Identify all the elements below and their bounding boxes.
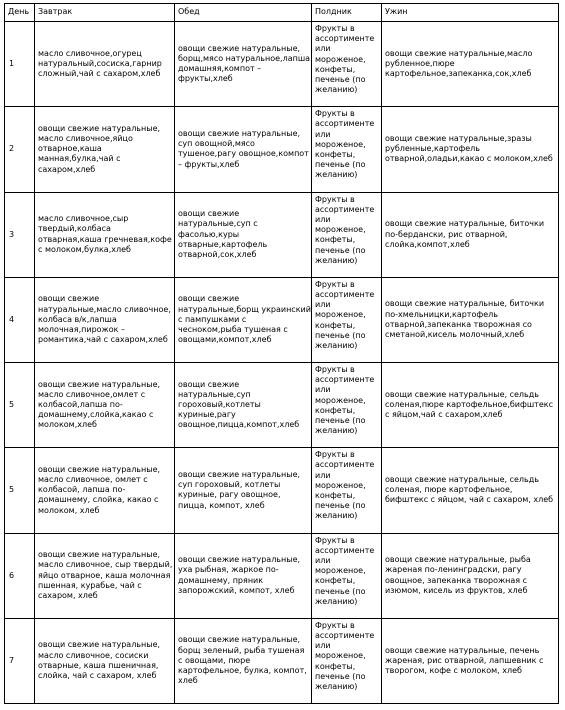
cell-lunch: овощи свежие натуральные,суп гороховый,котлеты куриные,рагу овощное,пицца,компот,хлеб — [175, 363, 312, 448]
table-row — [5, 107, 559, 192]
cell-dinner: овощи свежие натуральные, биточки по-бердански, рис отварной, слойка,компот,хлеб — [382, 192, 559, 277]
cell-dinner: овощи свежие натуральные, рыба жареная по-ленинградски, рагу овощное, запеканка творожная с изюмом, кисель из фруктов, хлеб — [382, 533, 559, 618]
cell-dinner: овощи свежие натуральные,масло рубленное,пюре картофельное,запеканка,сок,хлеб — [382, 22, 559, 107]
cell-lunch: овощи свежие натуральные, борщ,мясо натуральное,лапша домашняя,компот – фрукты,хлеб — [175, 22, 312, 107]
header-lunch: Обед — [175, 4, 312, 22]
cell-day: 1 — [5, 22, 35, 107]
cell-breakfast: овощи свежие натуральные, масло сливочное, сосиски отварные, каша пшеничная, слойка, чай с сахаром, хлеб — [35, 618, 175, 703]
cell-lunch: овощи свежие натуральные,борщ украинский с пампушками с чесноком,рыба тушеная с овощами,компот,хлеб — [175, 277, 312, 362]
table-row — [5, 277, 559, 362]
cell-day: 6 — [5, 533, 35, 618]
table-row — [5, 192, 559, 277]
cell-snack: Фрукты в ассортименте или мороженое, конфеты, печенье (по желанию) — [312, 448, 382, 533]
table-row — [5, 363, 559, 448]
table-row — [5, 533, 559, 618]
cell-dinner: овощи свежие натуральные, сельдь соленая, пюре картофельное, бифштекс с яйцом, чай с сахаром, хлеб — [382, 448, 559, 533]
cell-day: 7 — [5, 618, 35, 703]
cell-breakfast: овощи свежие натуральные, масло сливочное, омлет с колбасой, лапша по-домашнему, слойка, какао с молоком, хлеб — [35, 448, 175, 533]
cell-day: 5 — [5, 363, 35, 448]
cell-lunch: овощи свежие натуральные, суп гороховый, котлеты куриные, рагу овощное, пицца, компот, хлеб — [175, 448, 312, 533]
cell-breakfast: овощи свежие натуральные, масло сливочное,яйцо отварное,каша манная,булка,чай с сахаром,хлеб — [35, 107, 175, 192]
cell-snack: Фрукты в ассортименте или мороженое, конфеты, печенье (по желанию) — [312, 107, 382, 192]
cell-dinner: овощи свежие натуральные, сельдь соленая,пюре картофельное,бифштекс с яйцом,чай с сахаром,хлеб — [382, 363, 559, 448]
cell-snack: Фрукты в ассортименте или мороженое, конфеты, печенье (по желанию) — [312, 533, 382, 618]
cell-snack: Фрукты в ассортименте или мороженое, конфеты, печенье (по желанию) — [312, 22, 382, 107]
cell-day: 4 — [5, 277, 35, 362]
cell-lunch: овощи свежие натуральные, суп овощной,мясо тушеное,рагу овощное,компот – фрукты,хлеб — [175, 107, 312, 192]
cell-dinner: овощи свежие натуральные,зразы рубленные,картофель отварной,оладьи,какао с молоком,хлеб — [382, 107, 559, 192]
table-row — [5, 448, 559, 533]
cell-breakfast: масло сливочное,огурец натуральный,сосиска,гарнир сложный,чай с сахаром,хлеб — [35, 22, 175, 107]
cell-breakfast: овощи свежие натуральные, масло сливочное,омлет с колбасой,лапша по-домашнему,слойка,какао с молоком,хлеб — [35, 363, 175, 448]
cell-lunch: овощи свежие натуральные, борщ зеленый, рыба тушеная с овощами, пюре картофельное, булка, компот, хлеб — [175, 618, 312, 703]
meal-plan-table — [4, 3, 559, 704]
header-dinner: Ужин — [382, 4, 559, 22]
cell-day: 5 — [5, 448, 35, 533]
cell-lunch: овощи свежие натуральные,суп с фасолью,куры отварные,картофель отварной,сок,хлеб — [175, 192, 312, 277]
cell-breakfast: овощи свежие натуральные,масло сливочное, колбаса в/к,лапша молочная,пирожок – романтика,чай с сахаром,хлеб — [35, 277, 175, 362]
cell-dinner: овощи свежие натуральные, печень жареная, рис отварной, лапшевник с творогом, кофе с молоком, хлеб — [382, 618, 559, 703]
cell-day: 2 — [5, 107, 35, 192]
cell-snack: Фрукты в ассортименте или мороженое, конфеты, печенье (по желанию) — [312, 277, 382, 362]
cell-lunch: овощи свежие натуральные, уха рыбная, жаркое по-домашнему, пряник запорожский, компот, хлеб — [175, 533, 312, 618]
cell-day: 3 — [5, 192, 35, 277]
header-day: День — [5, 4, 35, 22]
header-snack: Полдник — [312, 4, 382, 22]
cell-breakfast: масло сливочное,сыр твердый,колбаса отварная,каша гречневая,кофе с молоком,булка,хлеб — [35, 192, 175, 277]
cell-dinner: овощи свежие натуральные, биточки по-хмельницки,картофель отварной,запеканка творожная со сметаной,кисель молочный,хлеб — [382, 277, 559, 362]
cell-snack: Фрукты в ассортименте или мороженое, конфеты, печенье (по желанию) — [312, 192, 382, 277]
cell-breakfast: овощи свежие натуральные, масло сливочное, сыр твердый, яйцо отварное, каша молочная пшенная, курабье, чай с сахаром, хлеб — [35, 533, 175, 618]
table-row — [5, 22, 559, 107]
cell-snack: Фрукты в ассортименте или мороженое, конфеты, печенье (по желанию) — [312, 363, 382, 448]
cell-snack: Фрукты в ассортименте или мороженое, конфеты, печенье (по желанию) — [312, 618, 382, 703]
header-breakfast: Завтрак — [35, 4, 175, 22]
header-row — [5, 4, 559, 22]
table-row — [5, 618, 559, 703]
